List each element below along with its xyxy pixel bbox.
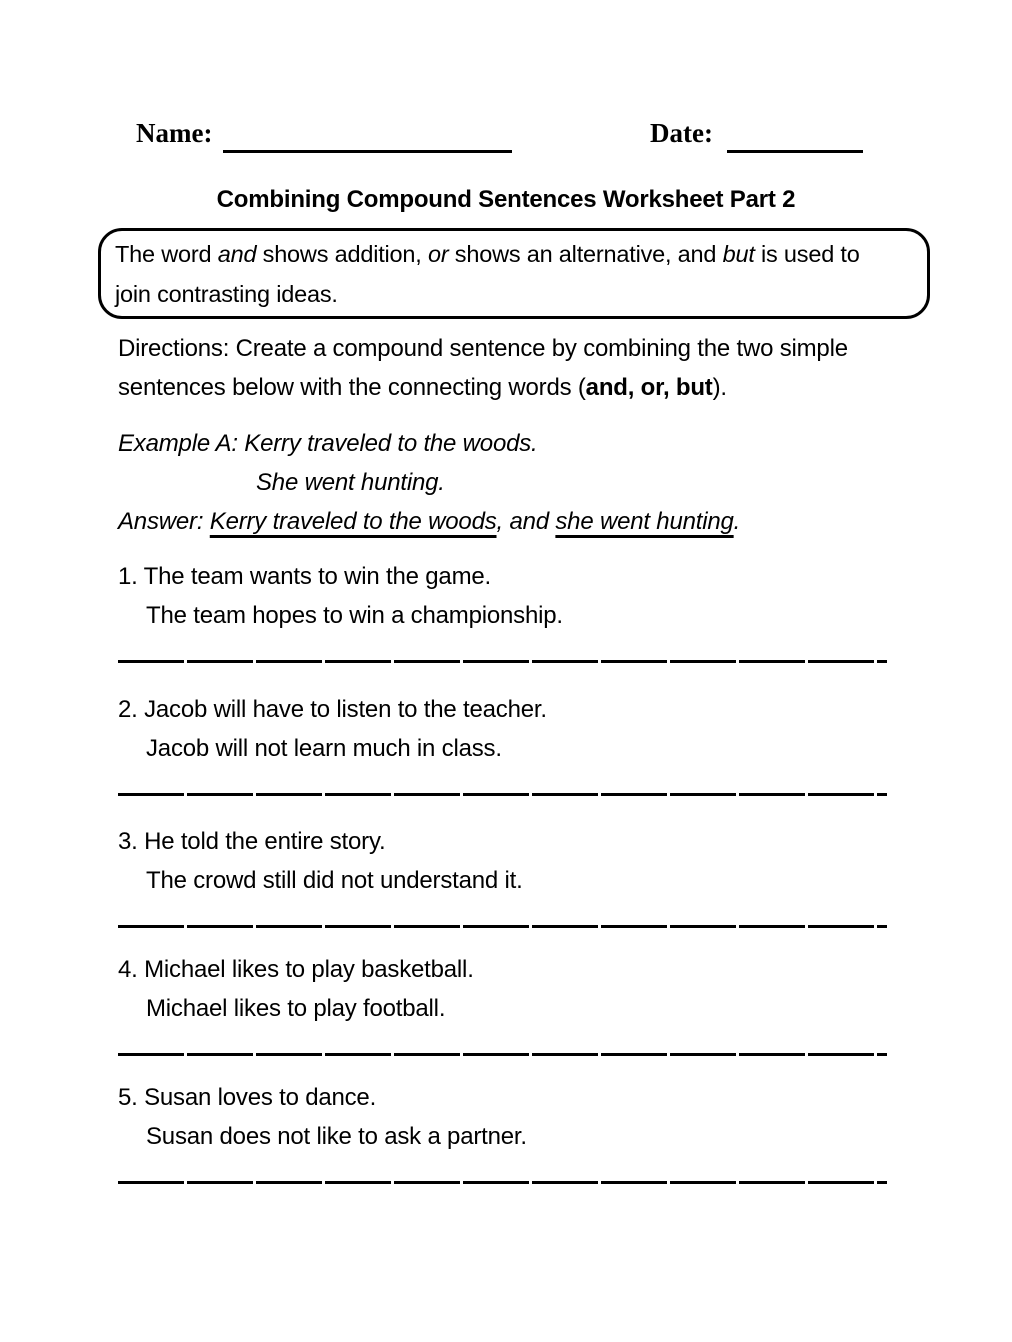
- example-line-1: Example A: Kerry traveled to the woods.: [118, 430, 538, 457]
- question-sentence-2: Michael likes to play football.: [146, 995, 446, 1022]
- name-label: Name:: [136, 118, 213, 148]
- question-sentence-1: The team wants to win the game.: [143, 563, 491, 590]
- answer-blank-line[interactable]: [118, 1053, 887, 1056]
- rule-box: [98, 228, 930, 319]
- question-number: 2.: [118, 696, 138, 723]
- question-number: 1.: [118, 563, 138, 590]
- question-sentence-2: Jacob will not learn much in class.: [146, 735, 502, 762]
- directions-text: Directions: Create a compound sentence by combining the two simple sentences below with the connecting words (and, or, but).: [118, 335, 848, 401]
- question-sentence-2: The team hopes to win a championship.: [146, 602, 563, 629]
- answer-blank-line[interactable]: [118, 660, 887, 663]
- question-item: [118, 557, 908, 635]
- question-sentence-1: Michael likes to play basketball.: [144, 956, 474, 983]
- name-blank-line[interactable]: [223, 118, 512, 153]
- question-line-1: [118, 950, 908, 989]
- question-line-1: [118, 557, 908, 596]
- question-sentence-2: Susan does not like to ask a partner.: [146, 1123, 527, 1150]
- example-line-2: She went hunting.: [256, 469, 445, 496]
- question-item: [118, 690, 908, 768]
- answer-blank-line[interactable]: [118, 1181, 887, 1184]
- question-number: 4.: [118, 956, 138, 983]
- example-answer-line: Answer: Kerry traveled to the woods, and she went hunting.: [118, 508, 741, 535]
- question-sentence-1: Susan loves to dance.: [144, 1084, 377, 1111]
- question-item: [118, 822, 908, 900]
- answer-blank-line[interactable]: [118, 793, 887, 796]
- worksheet-title: Combining Compound Sentences Worksheet Part 2: [216, 186, 796, 213]
- question-sentence-1: He told the entire story.: [144, 828, 386, 855]
- rule-box-text: The word and shows addition, or shows an alternative, and but is used to join contrasting ideas.: [115, 241, 860, 307]
- question-sentence-2: The crowd still did not understand it.: [146, 867, 523, 894]
- example-block: [118, 424, 908, 541]
- date-label: Date:: [650, 118, 713, 148]
- question-line-1: [118, 822, 908, 861]
- question-number: 5.: [118, 1084, 138, 1111]
- question-item: [118, 1078, 908, 1156]
- question-number: 3.: [118, 828, 138, 855]
- header-row: [136, 118, 876, 156]
- question-line-1: [118, 1078, 908, 1117]
- question-item: [118, 950, 908, 1028]
- date-blank-line[interactable]: [727, 118, 863, 153]
- question-sentence-1: Jacob will have to listen to the teacher.: [144, 696, 547, 723]
- question-line-1: [118, 690, 908, 729]
- answer-blank-line[interactable]: [118, 925, 887, 928]
